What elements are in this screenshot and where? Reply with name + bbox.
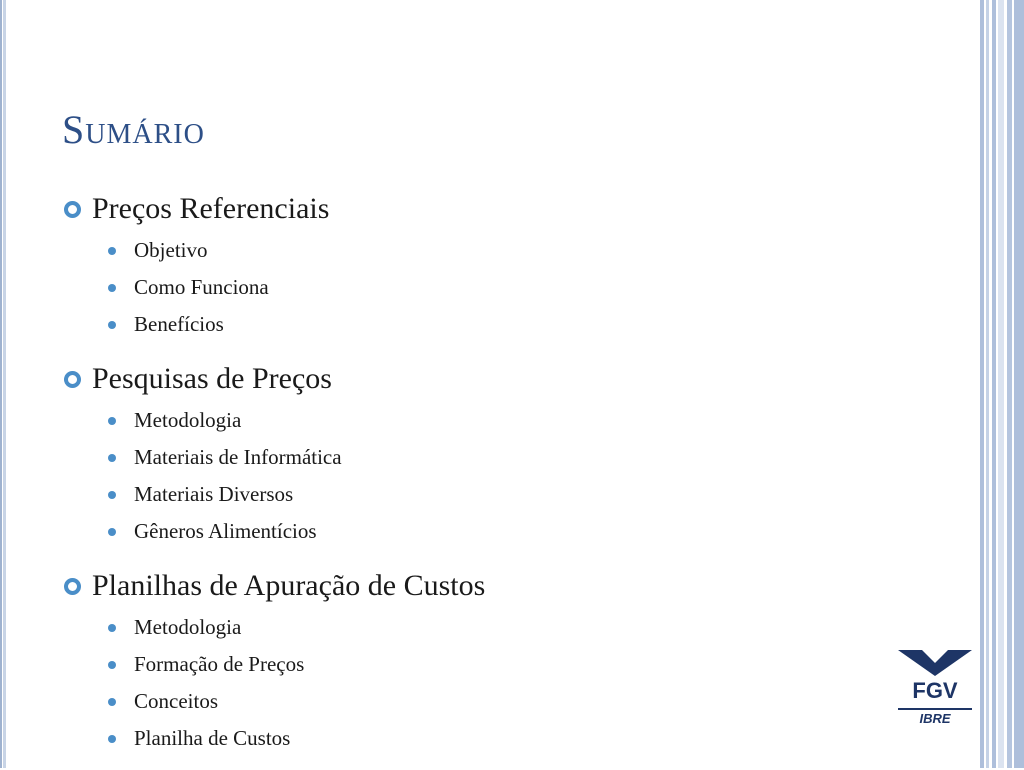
list-item-text: Planilha de Custos	[134, 726, 291, 750]
section-heading	[60, 186, 940, 232]
list-item	[60, 439, 940, 476]
slide-content	[60, 186, 940, 770]
list-item-text: Materiais Diversos	[134, 482, 294, 506]
list-item-text: Como Funciona	[134, 275, 269, 299]
dot-bullet-icon	[108, 321, 116, 329]
list-item-text: Metodologia	[134, 408, 242, 432]
right-frame-stripes	[976, 0, 1024, 768]
logo-name: FGV	[912, 678, 958, 703]
section-planilhas-de-apuracao	[60, 563, 940, 757]
list-item	[60, 402, 940, 439]
list-item	[60, 646, 940, 683]
list-item	[60, 720, 940, 757]
dot-bullet-icon	[108, 454, 116, 462]
list-item-text: Conceitos	[134, 689, 218, 713]
section-heading-text: Pesquisas de Preços	[92, 362, 332, 395]
logo-divider	[898, 708, 972, 710]
ring-bullet-icon	[64, 371, 81, 388]
list-item-text: Gêneros Alimentícios	[134, 519, 317, 543]
left-frame-border	[0, 0, 6, 768]
fgv-logo	[896, 648, 974, 736]
list-item	[60, 683, 940, 720]
ring-bullet-icon	[64, 201, 81, 218]
section-precos-referenciais	[60, 186, 940, 343]
section-heading-text: Planilhas de Apuração de Custos	[92, 569, 486, 602]
list-item-text: Metodologia	[134, 615, 242, 639]
section-heading	[60, 563, 940, 609]
list-item	[60, 609, 940, 646]
list-item	[60, 269, 940, 306]
section-pesquisas-de-precos	[60, 356, 940, 550]
logo-subtitle: IBRE	[919, 711, 951, 726]
dot-bullet-icon	[108, 491, 116, 499]
list-item	[60, 513, 940, 550]
list-item-text: Materiais de Informática	[134, 445, 342, 469]
dot-bullet-icon	[108, 417, 116, 425]
dot-bullet-icon	[108, 284, 116, 292]
list-item	[60, 306, 940, 343]
ring-bullet-icon	[64, 578, 81, 595]
section-heading-text: Preços Referenciais	[92, 192, 330, 225]
list-item	[60, 476, 940, 513]
section-heading	[60, 356, 940, 402]
dot-bullet-icon	[108, 247, 116, 255]
dot-bullet-icon	[108, 735, 116, 743]
list-item-text: Objetivo	[134, 238, 208, 262]
dot-bullet-icon	[108, 624, 116, 632]
chevron-logo-icon	[896, 648, 974, 678]
dot-bullet-icon	[108, 528, 116, 536]
slide-title: Sumário	[62, 107, 205, 152]
dot-bullet-icon	[108, 698, 116, 706]
list-item	[60, 232, 940, 269]
list-item-text: Formação de Preços	[134, 652, 305, 676]
dot-bullet-icon	[108, 661, 116, 669]
list-item-text: Benefícios	[134, 312, 224, 336]
